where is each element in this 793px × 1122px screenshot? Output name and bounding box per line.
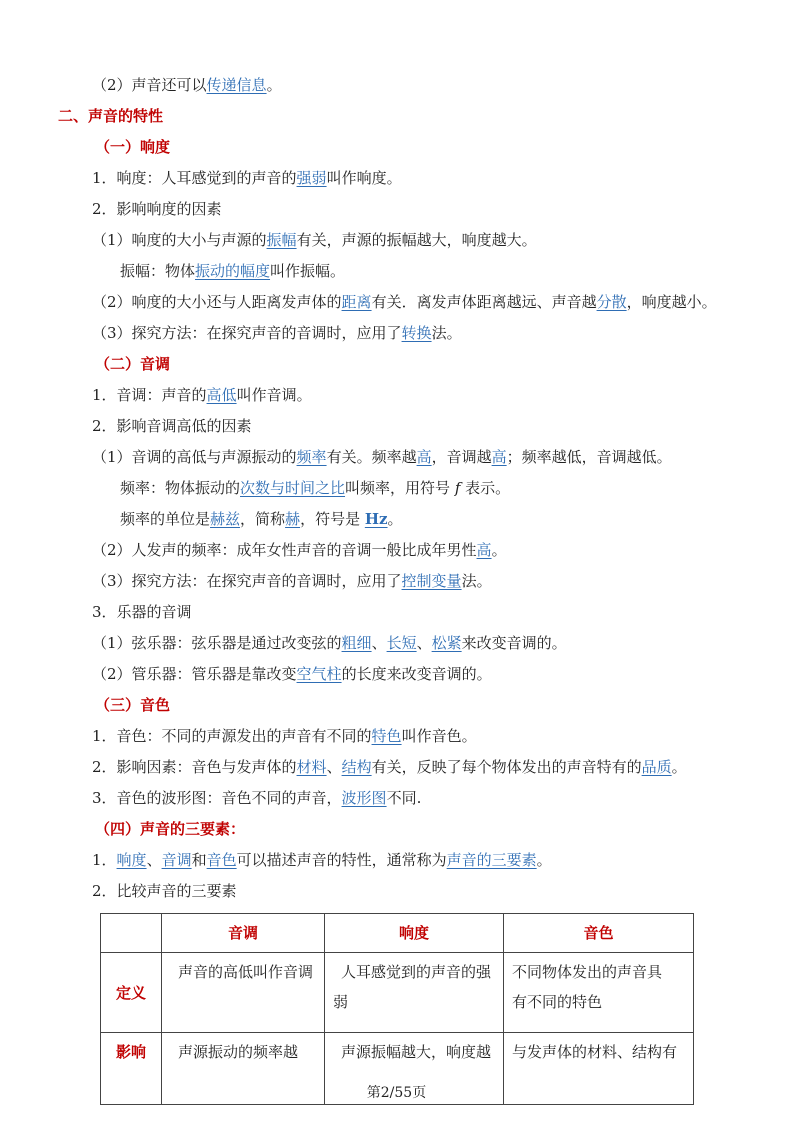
text-span: 的长度来改变音调的。 (341, 665, 492, 683)
text-line (92, 292, 717, 312)
keyword-blank: 响度 (116, 851, 147, 869)
text-span: （2）响度的大小还与人距离发声体的 (92, 293, 342, 311)
text-line (92, 416, 252, 436)
text-line (92, 199, 222, 219)
text-span: ，响度越小。 (626, 293, 717, 311)
text-span: 振幅：物体 (120, 262, 196, 280)
text-span: 。 (387, 510, 403, 528)
text-span: （3）探究方法：在探究声音的音调时，应用了 (92, 572, 402, 590)
text-span: （四）声音的三要素： (95, 820, 246, 838)
text-span: 1． (92, 851, 117, 869)
text-span: 有关，反映了每个物体发出的声音特有的 (371, 758, 642, 776)
keyword-blank: 特色 (371, 727, 402, 745)
row-label: 定义 (101, 953, 162, 1033)
text-span: （三）音色 (95, 696, 171, 714)
text-span: 有关，声源的振幅越大，响度越大。 (296, 231, 537, 249)
comparison-table (100, 913, 694, 1105)
keyword-blank: 强弱 (296, 169, 327, 187)
text-line (92, 571, 492, 591)
keyword-blank: 振动的幅度 (195, 262, 271, 280)
text-span: （1）音调的高低与声源振动的 (92, 448, 297, 466)
text-span: ；频率越低，音调越低。 (506, 448, 672, 466)
keyword-blank: 赫兹 (210, 510, 241, 528)
keyword-blank: 赫 (285, 510, 301, 528)
text-line (92, 881, 237, 901)
keyword-blank: 波形图 (341, 789, 387, 807)
text-span: 、 (371, 634, 387, 652)
text-span: 、 (146, 851, 162, 869)
text-span: （1）响度的大小与声源的 (92, 231, 267, 249)
text-span: 频率的单位是 (120, 510, 211, 528)
keyword-blank: 频率 (296, 448, 327, 466)
keyword-blank: 高 (491, 448, 507, 466)
keyword-blank: 次数与时间之比 (240, 479, 346, 497)
keyword-blank: 材料 (296, 758, 327, 776)
text-span: ，音调越 (431, 448, 492, 466)
text-span: 3．音色的波形图：音色不同的声音， (92, 789, 342, 807)
keyword-blank: 分散 (596, 293, 627, 311)
keyword-blank: 距离 (341, 293, 372, 311)
text-span: 3．乐器的音调 (92, 603, 192, 621)
text-span: （1）弦乐器：弦乐器是通过改变弦的 (92, 634, 342, 652)
text-line (92, 757, 687, 777)
table-header-cell: 响度 (325, 914, 504, 953)
text-line (92, 230, 537, 250)
section-heading (58, 106, 163, 126)
text-span: 二、声音的特性 (58, 107, 164, 125)
text-line (92, 850, 552, 870)
table-cell: 声源振动的频率越 (162, 1033, 325, 1105)
text-span: 。 (536, 851, 552, 869)
text-span: 法。 (431, 324, 462, 342)
keyword-blank: Hz (364, 510, 388, 528)
text-span: 不同. (386, 789, 422, 807)
table-cell: 声音的高低叫作音调 (162, 953, 325, 1033)
text-span: 叫作振幅。 (270, 262, 346, 280)
text-span: 2．比较声音的三要素 (92, 882, 237, 900)
keyword-blank: 振幅 (266, 231, 297, 249)
text-span: 频率：物体振动的 (120, 479, 241, 497)
keyword-blank: 高低 (206, 386, 237, 404)
text-span: 、 (326, 758, 342, 776)
text-span: 1．音色：不同的声源发出的声音有不同的 (92, 727, 372, 745)
table-cell: 与发声体的材料、结构有 (504, 1033, 694, 1105)
text-line (92, 385, 312, 405)
text-line (120, 478, 510, 498)
text-span: 叫频率，用符号 (345, 479, 455, 497)
text-span: （一）响度 (95, 138, 171, 156)
keyword-blank: 声音的三要素 (446, 851, 537, 869)
row-label: 影响 (101, 1033, 162, 1105)
text-span: （2）人发声的频率：成年女性声音的音调一般比成年男性 (92, 541, 477, 559)
text-span: 表示。 (460, 479, 511, 497)
text-span: 法。 (461, 572, 492, 590)
text-span: 1．音调：声音的 (92, 386, 207, 404)
keyword-blank: 高 (476, 541, 492, 559)
text-line (92, 726, 477, 746)
text-span: 1．响度：人耳感觉到的声音的 (92, 169, 297, 187)
text-span: （二）音调 (95, 355, 171, 373)
text-line (92, 664, 492, 684)
text-span: 。 (671, 758, 687, 776)
table-cell: 不同物体发出的声音具有不同的特色 (504, 953, 694, 1033)
text-line (120, 509, 403, 529)
text-span: 。 (491, 541, 507, 559)
keyword-blank: 空气柱 (296, 665, 342, 683)
text-line (92, 447, 672, 467)
page-number: 第2/55页 (366, 1085, 427, 1101)
text-span: 2．影响音调高低的因素 (92, 417, 252, 435)
section-heading (95, 137, 170, 157)
keyword-blank: 音调 (161, 851, 192, 869)
keyword-blank: 长短 (386, 634, 417, 652)
text-span: 2．影响因素：音色与发声体的 (92, 758, 297, 776)
keyword-blank: 控制变量 (401, 572, 462, 590)
text-span: 来改变音调的。 (461, 634, 567, 652)
text-span: 和 (191, 851, 207, 869)
keyword-blank: 传递信息 (206, 76, 267, 94)
text-span: 有关．离发声体距离越远、声音越 (371, 293, 597, 311)
text-span: 、 (416, 634, 432, 652)
section-heading (95, 819, 245, 839)
text-span: （3）探究方法：在探究声音的音调时，应用了 (92, 324, 402, 342)
keyword-blank: 品质 (641, 758, 672, 776)
text-line (92, 323, 462, 343)
text-span: 叫作音调。 (236, 386, 312, 404)
text-line (92, 75, 282, 95)
text-line (92, 602, 192, 622)
text-span: ，简称 (240, 510, 286, 528)
text-span: 叫作音色。 (401, 727, 477, 745)
text-line (92, 788, 421, 808)
text-line (92, 633, 567, 653)
table-cell: 人耳感觉到的声音的强弱 (325, 953, 504, 1033)
text-span: 有关。频率越 (326, 448, 417, 466)
table-cell: 声源振幅越大，响度越 (325, 1033, 504, 1105)
text-span: ，符号是 (300, 510, 365, 528)
text-span: 2．影响响度的因素 (92, 200, 222, 218)
section-heading (95, 695, 170, 715)
text-span: （2）管乐器：管乐器是靠改变 (92, 665, 297, 683)
table-row (101, 953, 694, 1033)
text-line (92, 540, 507, 560)
table-header-cell (101, 914, 162, 953)
table-header-row (101, 914, 694, 953)
text-line (120, 261, 345, 281)
keyword-blank: 松紧 (431, 634, 462, 652)
table-header-cell: 音色 (504, 914, 694, 953)
symbol-f: f (454, 479, 461, 497)
text-span: （2）声音还可以 (92, 76, 207, 94)
keyword-blank: 高 (416, 448, 432, 466)
keyword-blank: 转换 (401, 324, 432, 342)
text-span: 可以描述声音的特性，通常称为 (236, 851, 447, 869)
keyword-blank: 结构 (341, 758, 372, 776)
text-span: 。 (266, 76, 282, 94)
text-span: 叫作响度。 (326, 169, 402, 187)
section-heading (95, 354, 170, 374)
keyword-blank: 音色 (206, 851, 237, 869)
table-header-cell: 音调 (162, 914, 325, 953)
text-line (92, 168, 402, 188)
keyword-blank: 粗细 (341, 634, 372, 652)
